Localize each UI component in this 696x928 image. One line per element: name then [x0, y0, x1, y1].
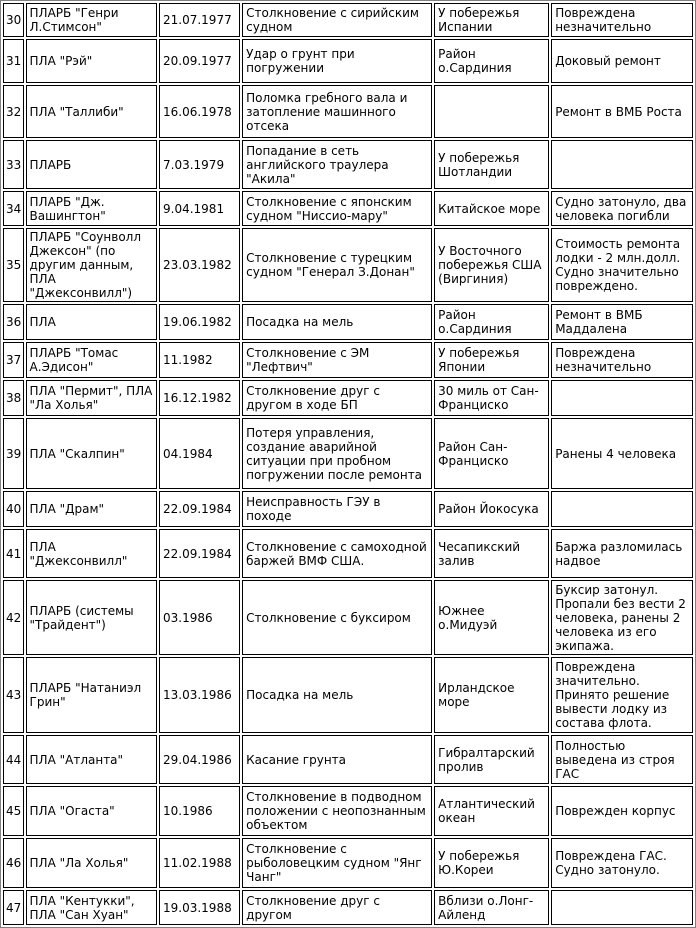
cell-vessel: ПЛАРБ "Генри Л.Стимсон": [26, 3, 157, 37]
cell-number: 30: [3, 3, 24, 37]
cell-result: Доковый ремонт: [551, 39, 693, 83]
cell-date: 11.1982: [159, 342, 240, 378]
cell-location: Гибралтарский пролив: [434, 735, 549, 784]
cell-vessel: ПЛАРБ: [26, 140, 157, 189]
cell-date: 22.09.1984: [159, 529, 240, 578]
cell-number: 39: [3, 418, 24, 489]
cell-date: 21.07.1977: [159, 3, 240, 37]
table-row: [3, 342, 693, 378]
table-row: [3, 580, 693, 655]
table-row: [3, 418, 693, 489]
cell-date: 16.12.1982: [159, 380, 240, 416]
cell-location: Район о.Сардиния: [434, 39, 549, 83]
table-row: [3, 380, 693, 416]
cell-date: 19.06.1982: [159, 304, 240, 340]
cell-number: 33: [3, 140, 24, 189]
cell-result: Повреждена значительно. Принято решение вывести лодку из состава флота.: [551, 657, 693, 733]
table-row: [3, 491, 693, 527]
cell-result: [551, 491, 693, 527]
cell-vessel: ПЛАРБ "Соунволл Джексон" (по другим данным, ПЛА "Джексонвилл"): [26, 228, 157, 302]
cell-number: 46: [3, 838, 24, 888]
cell-vessel: ПЛА "Рэй": [26, 39, 157, 83]
cell-result: Ремонт в ВМБ Маддалена: [551, 304, 693, 340]
cell-event: Столкновение с сирийским судном: [242, 3, 432, 37]
cell-vessel: ПЛА "Драм": [26, 491, 157, 527]
cell-number: 41: [3, 529, 24, 578]
cell-event: Столкновение с самоходной баржей ВМФ США.: [242, 529, 432, 578]
cell-date: 23.03.1982: [159, 228, 240, 302]
cell-date: 9.04.1981: [159, 191, 240, 226]
cell-number: 44: [3, 735, 24, 784]
table-row: [3, 735, 693, 784]
cell-result: [551, 380, 693, 416]
cell-vessel: ПЛА "Пермит", ПЛА "Ла Холья": [26, 380, 157, 416]
cell-location: Район о.Сардиния: [434, 304, 549, 340]
cell-vessel: ПЛАРБ (системы "Трайдент"): [26, 580, 157, 655]
table-row: [3, 3, 693, 37]
cell-event: Столкновение с ЭМ "Лефтвич": [242, 342, 432, 378]
cell-location: Китайское море: [434, 191, 549, 226]
cell-event: Столкновение с японским судном "Ниссио-мару": [242, 191, 432, 226]
cell-event: Столкновение с рыболовецким судном "Янг Чанг": [242, 838, 432, 888]
cell-date: 03.1986: [159, 580, 240, 655]
cell-result: [551, 140, 693, 189]
cell-location: Ирландское море: [434, 657, 549, 733]
cell-date: 20.09.1977: [159, 39, 240, 83]
cell-vessel: ПЛАРБ "Томас А.Эдисон": [26, 342, 157, 378]
cell-date: 7.03.1979: [159, 140, 240, 189]
cell-vessel: ПЛА "Джексонвилл": [26, 529, 157, 578]
cell-result: Судно затонуло, два человека погибли: [551, 191, 693, 226]
cell-event: Неисправность ГЭУ в походе: [242, 491, 432, 527]
cell-number: 40: [3, 491, 24, 527]
cell-result: Баржа разломилась надвое: [551, 529, 693, 578]
table-row: [3, 838, 693, 888]
cell-vessel: ПЛАРБ "Дж. Вашингтон": [26, 191, 157, 226]
table-row: [3, 529, 693, 578]
table-row: [3, 304, 693, 340]
cell-event: Посадка на мель: [242, 657, 432, 733]
cell-result: Повреждена незначительно: [551, 3, 693, 37]
cell-number: 47: [3, 890, 24, 925]
cell-result: Стоимость ремонта лодки - 2 млн.долл. Судно значительно повреждено.: [551, 228, 693, 302]
cell-number: 36: [3, 304, 24, 340]
table-row: [3, 890, 693, 925]
cell-location: У побережья Японии: [434, 342, 549, 378]
cell-number: 32: [3, 85, 24, 138]
cell-number: 37: [3, 342, 24, 378]
cell-location: Атлантический океан: [434, 786, 549, 836]
cell-date: 11.02.1988: [159, 838, 240, 888]
cell-location: У побережья Испании: [434, 3, 549, 37]
cell-location: Чесапикский залив: [434, 529, 549, 578]
cell-vessel: ПЛА "Ла Холья": [26, 838, 157, 888]
cell-result: Повреждена незначительно: [551, 342, 693, 378]
cell-event: Касание грунта: [242, 735, 432, 784]
cell-result: Ремонт в ВМБ Роста: [551, 85, 693, 138]
cell-number: 35: [3, 228, 24, 302]
cell-number: 38: [3, 380, 24, 416]
cell-event: Столкновение друг с другом в ходе БП: [242, 380, 432, 416]
cell-number: 42: [3, 580, 24, 655]
cell-date: 04.1984: [159, 418, 240, 489]
cell-result: [551, 890, 693, 925]
cell-event: Потеря управления, создание аварийной ситуации при пробном погружении после ремонта: [242, 418, 432, 489]
cell-result: Полностью выведена из строя ГАС: [551, 735, 693, 784]
cell-result: Буксир затонул. Пропали без вести 2 человека, ранены 2 человека из его экипажа.: [551, 580, 693, 655]
cell-event: Поломка гребного вала и затопление машинного отсека: [242, 85, 432, 138]
table-row: [3, 191, 693, 226]
table-row: [3, 786, 693, 836]
cell-vessel: ПЛА "Огаста": [26, 786, 157, 836]
cell-event: Столкновение с турецким судном "Генерал З.Донан": [242, 228, 432, 302]
cell-vessel: ПЛА "Таллиби": [26, 85, 157, 138]
cell-location: У Восточного побережья США (Виргиния): [434, 228, 549, 302]
table-row: [3, 85, 693, 138]
cell-event: Попадание в сеть английского траулера "Акила": [242, 140, 432, 189]
cell-number: 43: [3, 657, 24, 733]
table-row: [3, 228, 693, 302]
cell-result: Ранены 4 человека: [551, 418, 693, 489]
cell-date: 10.1986: [159, 786, 240, 836]
cell-location: У побережья Ю.Кореи: [434, 838, 549, 888]
cell-location: Южнее о.Мидуэй: [434, 580, 549, 655]
cell-result: Повреждена ГАС. Судно затонуло.: [551, 838, 693, 888]
cell-vessel: ПЛА "Атланта": [26, 735, 157, 784]
cell-event: Столкновение друг с другом: [242, 890, 432, 925]
cell-vessel: ПЛА "Скалпин": [26, 418, 157, 489]
cell-date: 29.04.1986: [159, 735, 240, 784]
cell-event: Удар о грунт при погружении: [242, 39, 432, 83]
cell-location: Район Сан-Франциско: [434, 418, 549, 489]
table-row: [3, 140, 693, 189]
table-row: [3, 39, 693, 83]
cell-number: 31: [3, 39, 24, 83]
cell-number: 45: [3, 786, 24, 836]
cell-location: [434, 85, 549, 138]
cell-vessel: ПЛАРБ "Натаниэл Грин": [26, 657, 157, 733]
cell-date: 19.03.1988: [159, 890, 240, 925]
cell-location: У побережья Шотландии: [434, 140, 549, 189]
cell-result: Поврежден корпус: [551, 786, 693, 836]
cell-location: Вблизи о.Лонг-Айленд: [434, 890, 549, 925]
cell-vessel: ПЛА "Кентукки", ПЛА "Сан Хуан": [26, 890, 157, 925]
cell-vessel: ПЛА: [26, 304, 157, 340]
table-row: [3, 657, 693, 733]
incidents-table-body: [3, 3, 693, 925]
cell-date: 22.09.1984: [159, 491, 240, 527]
cell-date: 13.03.1986: [159, 657, 240, 733]
cell-event: Столкновение с буксиром: [242, 580, 432, 655]
cell-location: Район Йокосука: [434, 491, 549, 527]
cell-location: 30 миль от Сан-Франциско: [434, 380, 549, 416]
cell-event: Столкновение в подводном положении с неопознанным объектом: [242, 786, 432, 836]
cell-number: 34: [3, 191, 24, 226]
cell-event: Посадка на мель: [242, 304, 432, 340]
cell-date: 16.06.1978: [159, 85, 240, 138]
